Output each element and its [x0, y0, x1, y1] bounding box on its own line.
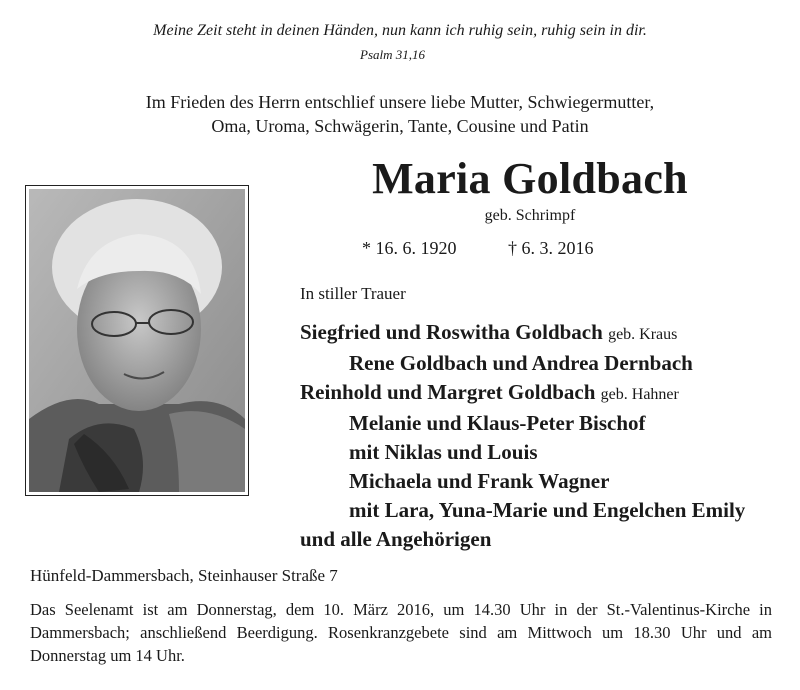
intro-line-2: Oma, Uroma, Schwägerin, Tante, Cousine und Patin: [211, 116, 589, 136]
mourner-line: [300, 438, 745, 467]
death-date: † 6. 3. 2016: [508, 238, 594, 258]
mourner-name: Melanie und Klaus-Peter Bischof: [349, 411, 646, 435]
mourner-line: [300, 467, 745, 496]
family-address: Hünfeld-Dammersbach, Steinhauser Straße 7: [30, 566, 338, 585]
mourner-line: [300, 318, 745, 349]
intro-text: [0, 90, 800, 138]
mourner-name: Rene Goldbach und Andrea Dernbach: [349, 351, 693, 375]
bible-quote: Meine Zeit steht in deinen Händen, nun kann ich ruhig sein, ruhig sein in dir.: [153, 22, 647, 39]
mourner-name: Siegfried und Roswitha Goldbach: [300, 320, 603, 344]
mourner-name: Reinhold und Margret Goldbach: [300, 380, 596, 404]
mourners-list: [300, 318, 745, 554]
mourning-heading: In stiller Trauer: [300, 284, 406, 303]
mourner-line: [300, 349, 745, 378]
intro-line-1: Im Frieden des Herrn entschlief unsere liebe Mutter, Schwiegermutter,: [145, 92, 655, 112]
mourner-note: geb. Kraus: [608, 326, 678, 343]
mourner-line: [300, 378, 745, 409]
mourner-name: und alle Angehörigen: [300, 527, 492, 551]
mourner-name: Michaela und Frank Wagner: [349, 469, 610, 493]
service-details: Das Seelenamt ist am Donnerstag, dem 10. März 2016, um 14.30 Uhr in der St.-Valentinus-Kirche in Dammersbach; anschließend Beerdigung. Rosenkranzgebete sind am Mittwoch um 18.30 Uhr und am Donnerstag um 14 Uhr.: [30, 600, 772, 665]
mourner-line: [300, 496, 745, 525]
birth-name: geb. Schrimpf: [484, 207, 576, 224]
portrait-photo: [29, 189, 245, 492]
deceased-name: Maria Goldbach: [372, 154, 688, 203]
psalm-reference: Psalm 31,16: [360, 47, 425, 62]
mourner-line: [300, 409, 745, 438]
mourner-line: [300, 525, 745, 554]
mourner-note: geb. Hahner: [600, 386, 679, 403]
birth-date: * 16. 6. 1920: [362, 238, 457, 258]
mourner-name: mit Lara, Yuna-Marie und Engelchen Emily: [349, 498, 746, 522]
portrait-photo-frame: [25, 185, 249, 496]
mourner-name: mit Niklas und Louis: [349, 440, 538, 464]
